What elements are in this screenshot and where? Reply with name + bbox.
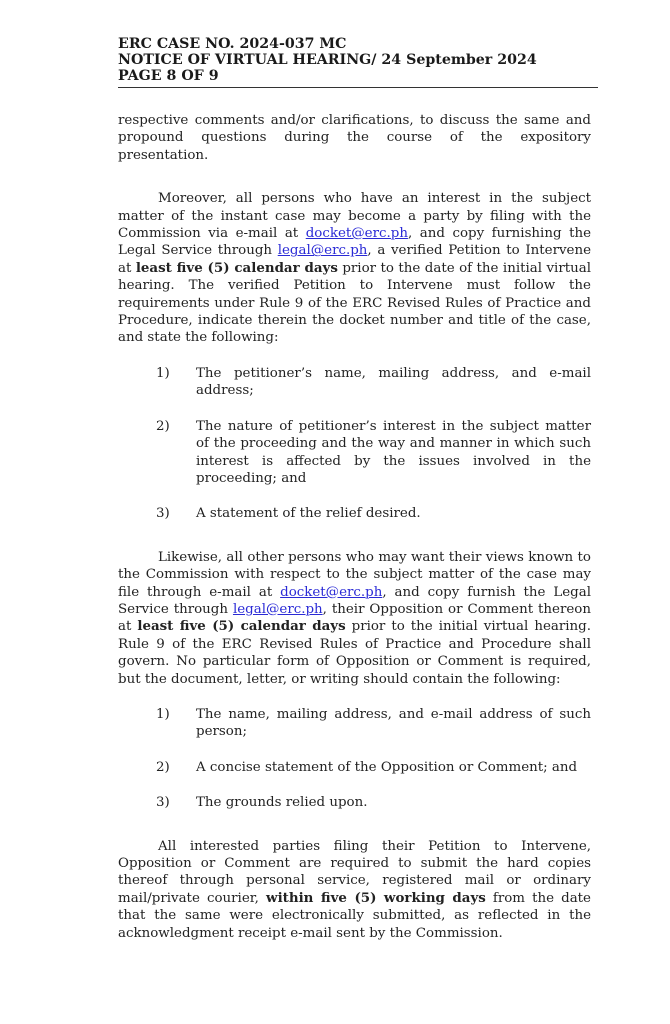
list-number: 3) xyxy=(156,795,170,811)
list-text: The grounds relied upon. xyxy=(196,795,368,811)
bold-deadline: within five (5) working days xyxy=(266,889,486,906)
notice-title: NOTICE OF VIRTUAL HEARING/ 24 September 2024 xyxy=(118,52,537,68)
list-item xyxy=(118,365,591,400)
text-run: , a verified Petition to Intervene at xyxy=(118,243,592,276)
paragraph-opposition xyxy=(118,549,591,688)
list-text: The petitioner’s name, mailing address, and e-mail address; xyxy=(196,365,591,399)
docket-email-link[interactable]: docket@erc.ph xyxy=(280,584,383,600)
document-body xyxy=(118,112,591,942)
list-item xyxy=(118,706,591,741)
legal-email-link[interactable]: legal@erc.ph xyxy=(232,601,323,617)
text-run: from the date that the same were electronically submitted, as reflected in the acknowledgment receipt e-mail sent by the Commission. xyxy=(118,890,591,941)
text-run: Likewise, all other persons who may want their views known to the Commission with respect to the subject matter of the case may file through e-mail at xyxy=(118,549,591,600)
list-number: 3) xyxy=(156,506,170,522)
text-run: , and copy furnish the Legal Service through xyxy=(118,584,591,617)
text-run: All interested parties filing their Petition to Intervene, Opposition or Comment are required to submit the hard copies thereof through personal service, registered mail or ordinary mail/private courier, xyxy=(118,838,591,906)
docket-email-link[interactable]: docket@erc.ph xyxy=(305,226,408,242)
text-run: prior to the initial virtual hearing. Rule 9 of the ERC Revised Rules of Practice and Procedure shall govern. No particular form of Opposition or Comment is required, but the document, letter, or writing should contain the following: xyxy=(118,619,591,687)
paragraph-continuation: respective comments and/or clarifications, to discuss the same and propound questions during the course of the expository presentation. xyxy=(118,113,591,163)
bold-deadline: least five (5) calendar days xyxy=(135,259,338,276)
text-run: , their Opposition or Comment thereon at xyxy=(118,601,591,635)
text-run: prior to the date of the initial virtual hearing. The verified Petition to Intervene must follow the requirements under Rule 9 of the ERC Revised Rules of Practice and Procedure, indicate therein the docket number and title of the case, and state the following: xyxy=(118,260,592,346)
document-header xyxy=(118,36,598,88)
list-text: A concise statement of the Opposition or Comment; and xyxy=(196,759,578,775)
bold-deadline: least five (5) calendar days xyxy=(137,618,346,635)
intervention-requirements-list xyxy=(118,365,591,523)
case-number: ERC CASE NO. 2024-037 MC xyxy=(118,36,347,52)
list-number: 2) xyxy=(156,759,170,775)
list-number: 2) xyxy=(156,418,170,434)
list-item xyxy=(118,759,591,776)
text-run: , and copy furnishing the Legal Service through xyxy=(118,226,591,259)
list-text: The nature of petitioner’s interest in the subject matter of the proceeding and the way and manner in which such interest is affected by the issues involved in the proceeding; and xyxy=(196,418,591,486)
paragraph-hard-copies xyxy=(118,838,591,942)
paragraph-intervention xyxy=(118,190,591,347)
opposition-requirements-list xyxy=(118,706,591,812)
list-text: The name, mailing address, and e-mail address of such person; xyxy=(196,706,591,740)
list-number: 1) xyxy=(156,706,170,722)
legal-email-link[interactable]: legal@erc.ph xyxy=(277,243,368,259)
list-item xyxy=(118,505,591,522)
list-item xyxy=(118,794,591,811)
list-number: 1) xyxy=(156,365,170,381)
text-run: Moreover, all persons who have an interest in the subject matter of the instant case may become a party by filing with the Commission via e-mail at xyxy=(118,191,591,242)
page-number: PAGE 8 OF 9 xyxy=(118,68,219,84)
list-text: A statement of the relief desired. xyxy=(196,506,421,522)
list-item xyxy=(118,418,591,488)
